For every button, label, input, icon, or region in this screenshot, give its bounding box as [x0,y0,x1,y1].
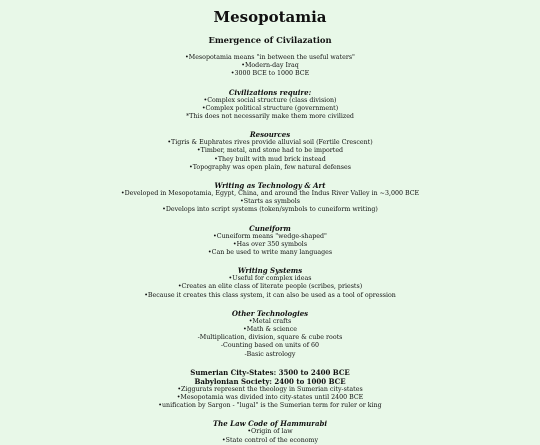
section-line: -Counting based on units of 60 [220,342,320,350]
section-other-technologies [0,309,540,359]
section-line: •Because it creates this class system, it can also be used as a tool of opression [144,291,396,299]
section-line: -Multiplication, division, square & cube roots [197,334,343,342]
section-heading: Other Technologies [231,308,309,318]
section-line: •Math & science [243,326,297,334]
section-resources [0,130,540,172]
section-line: •Ziggurats represent the theology in Sumerian city-states [177,385,363,393]
section-hammurabi [0,419,540,444]
section-line: •They built with mud brick instead [214,155,326,163]
section-line: •Timber, metal, and stone had to be imported [196,147,344,155]
section-civilizations [0,88,540,122]
section-heading: Cuneiform [249,223,291,233]
section-writing-technology [0,181,540,215]
section-line: •Starts as symbols [240,198,300,206]
section-heading: The Law Code of Hammurabi [212,419,328,429]
section-line: •Developed in Mesopotamia, Egypt, China, and around the Indus River Valley in ~3,000 BCE [120,190,420,198]
intro-block [0,54,540,79]
section-line: •Metal crafts [248,317,292,325]
section-heading: Writing as Technology & Art [214,181,326,191]
section-line: •Origin of law [247,428,293,436]
section-line: •Mesopotamia was divided into city-states until 2400 BCE [176,394,364,402]
document-page [0,8,540,444]
section-heading: Resources [249,130,291,140]
section-line: •Creates an elite class of literate people (scribes, priests) [177,283,363,291]
section-heading: Civilizations require: [228,87,312,97]
section-line: •State control of the economy [221,436,319,444]
section-line: •Can be used to write many languages [207,249,333,257]
section-heading: Babylonian Society: 2400 to 1000 BCE [194,376,346,386]
page-title: Mesopotamia [213,8,327,26]
section-line: *This does not necessarily make them more civilized [186,113,354,121]
section-line: -Basic astrology [244,350,296,358]
intro-line: •Modern-day Iraq [241,62,299,70]
section-line: •Develops into script systems (token/symbols to cuneiform writing) [162,206,378,214]
intro-line: •Mesopotamia means "in between the useful waters" [185,54,355,61]
section-writing-systems [0,266,540,300]
section-sumerian-babylonian [0,368,540,411]
section-heading: Writing Systems [237,266,303,276]
section-line: •Complex social structure (class division) [203,96,337,104]
section-heading: Sumerian City-States: 3500 to 2400 BCE [190,367,350,377]
section-line: •Topography was open plain, few natural defenses [188,163,351,171]
section-line: •Has over 350 symbols [232,240,308,248]
section-line: •Cuneiform means "wedge-shaped" [213,232,327,240]
section-line: •Useful for complex ideas [228,275,312,283]
intro-line: •3000 BCE to 1000 BCE [230,70,310,78]
section-cuneiform [0,224,540,258]
section-line: •Complex political structure (government) [201,104,339,112]
page-subtitle: Emergence of Civilazation [208,35,332,45]
section-line: •Tigris & Euphrates rives provide alluvial soil (Fertile Crescent) [167,139,373,147]
section-line: •unification by Sargon - "lugal" is the Sumerian term for ruler or king [158,402,382,410]
